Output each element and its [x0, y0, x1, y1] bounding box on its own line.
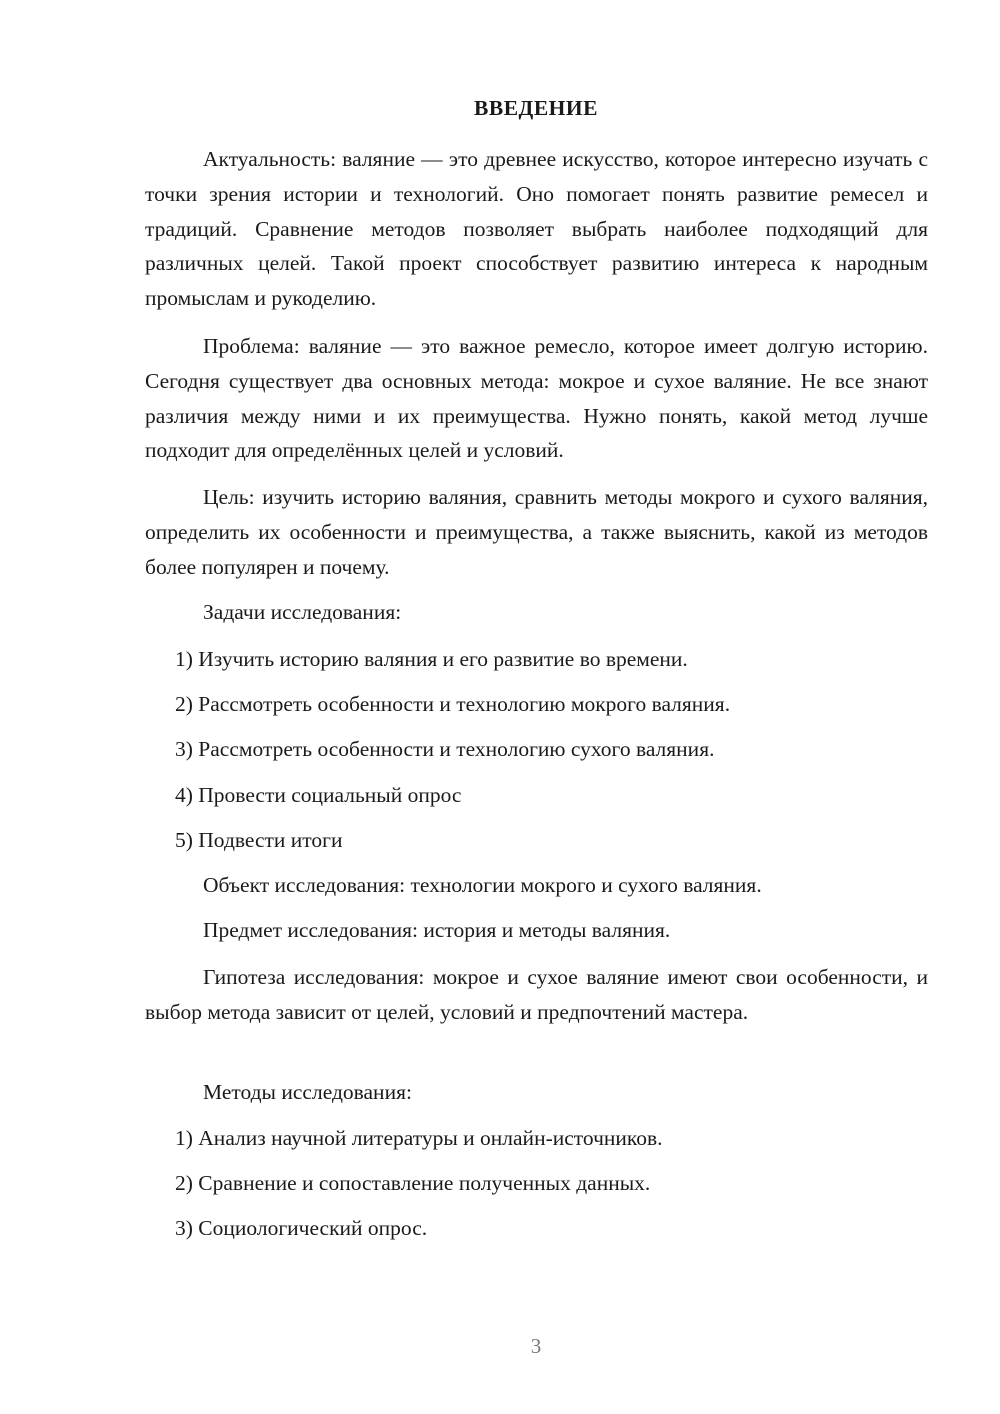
- page-title: ВВЕДЕНИЕ: [474, 96, 598, 120]
- hypothesis-section: [145, 960, 928, 1030]
- tasks-label: Задачи исследования:: [203, 600, 402, 624]
- methods-label: Методы исследования:: [203, 1080, 412, 1104]
- relevance-paragraph: Актуальность: валяние — это древнее искусство, которое интересно изучать с точки зрения истории и технологий. Оно помогает понять развитие ремесел и традиций. Сравнение методов позволяет выбрать наиболее подходящий для различных целей. Такой проект способствует развитию интереса к народным промыслам и рукоделию.: [145, 147, 928, 311]
- problem-section: [145, 329, 928, 468]
- task-item: 4) Провести социальный опрос: [175, 783, 462, 807]
- method-item: 1) Анализ научной литературы и онлайн-источников.: [175, 1126, 663, 1150]
- relevance-section: [145, 142, 928, 316]
- tasks-label-block: [145, 595, 928, 630]
- hypothesis-paragraph: Гипотеза исследования: мокрое и сухое валяние имеют свои особенности, и выбор метода зависит от целей, условий и предпочтений мастера.: [145, 965, 928, 1024]
- task-item: 5) Подвести итоги: [175, 828, 343, 852]
- method-item: 3) Социологический опрос.: [175, 1216, 428, 1240]
- method-item: 2) Сравнение и сопоставление полученных данных.: [175, 1171, 651, 1195]
- goal-paragraph: Цель: изучить историю валяния, сравнить методы мокрого и сухого валяния, определить их особенности и преимущества, а также выяснить, какой из методов более популярен и почему.: [145, 485, 928, 579]
- problem-paragraph: Проблема: валяние — это важное ремесло, которое имеет долгую историю. Сегодня существует два основных метода: мокрое и сухое валяние. Не все знают различия между ними и их преимущества. Нужно понять, какой метод лучше подходит для определённых целей и условий.: [145, 334, 928, 463]
- subject-line: Предмет исследования: история и методы валяния.: [203, 918, 671, 942]
- page-number: 3: [530, 1334, 542, 1358]
- task-item: 3) Рассмотреть особенности и технологию сухого валяния.: [175, 737, 715, 761]
- object-line: Объект исследования: технологии мокрого и сухого валяния.: [203, 873, 762, 897]
- goal-section: [145, 480, 928, 584]
- task-item: 1) Изучить историю валяния и его развитие во времени.: [175, 647, 688, 671]
- task-item: 2) Рассмотреть особенности и технологию мокрого валяния.: [175, 692, 731, 716]
